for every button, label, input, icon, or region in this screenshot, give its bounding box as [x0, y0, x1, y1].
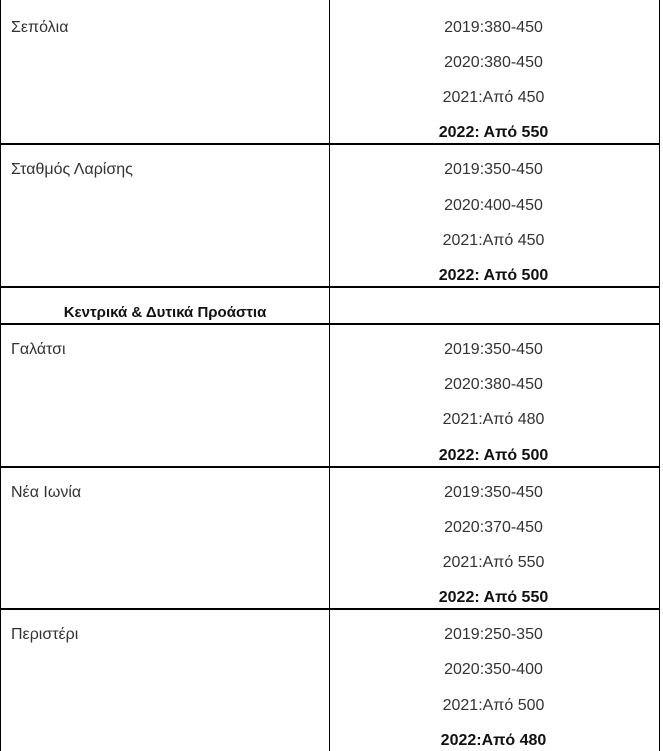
row-divider — [0, 466, 660, 468]
price-2021: 2021:Από 500 — [442, 697, 545, 714]
section-heading: Κεντρικά & Δυτικά Προάστια — [63, 304, 267, 321]
area-name: Νέα Ιωνία — [11, 484, 82, 501]
row-divider — [0, 143, 660, 145]
price-2021: 2021:Από 450 — [442, 89, 545, 106]
row-divider — [0, 323, 660, 325]
price-2022: 2022: Από 500 — [438, 267, 549, 284]
row-divider — [0, 286, 660, 288]
price-2020: 2020:380-450 — [444, 54, 543, 71]
price-2020: 2020:350-400 — [444, 661, 543, 678]
price-2021: 2021:Από 480 — [442, 411, 545, 428]
price-2022: 2022: Από 550 — [438, 124, 549, 141]
row-divider — [0, 608, 660, 610]
area-name: Περιστέρι — [11, 626, 79, 643]
table-border-left — [0, 0, 1, 751]
price-2020: 2020:380-450 — [444, 376, 543, 393]
price-2021: 2021:Από 450 — [442, 232, 545, 249]
price-2019: 2019:350-450 — [444, 161, 543, 178]
price-2019: 2019:250-350 — [444, 626, 543, 643]
price-2021: 2021:Από 550 — [442, 554, 545, 571]
table-border-right — [659, 0, 660, 751]
price-2019: 2019:350-450 — [444, 341, 543, 358]
price-2019: 2019:380-450 — [444, 19, 543, 36]
price-2022: 2022: Από 500 — [438, 447, 549, 464]
price-2022: 2022: Από 550 — [438, 589, 549, 606]
area-name: Σεπόλια — [11, 19, 69, 36]
price-2022: 2022:Από 480 — [440, 732, 547, 749]
price-2019: 2019:350-450 — [444, 484, 543, 501]
price-2020: 2020:370-450 — [444, 519, 543, 536]
area-name: Σταθμός Λαρίσης — [11, 161, 133, 178]
area-name: Γαλάτσι — [11, 341, 66, 358]
price-2020: 2020:400-450 — [444, 197, 543, 214]
